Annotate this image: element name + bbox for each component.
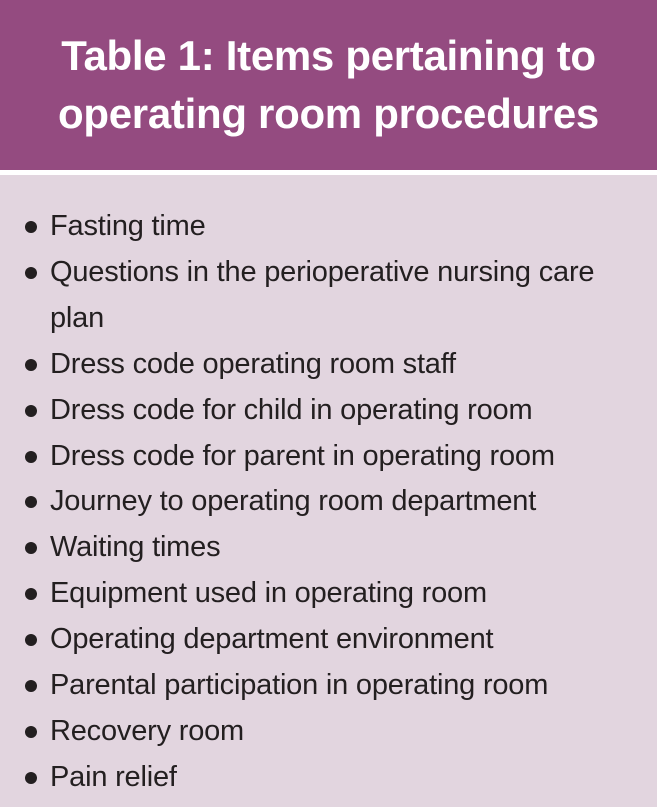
list-item-text: Dress code operating room staff (50, 347, 456, 380)
list-item-text: Operating department environment (50, 623, 494, 656)
bullet-icon (25, 772, 37, 784)
list-item (22, 204, 643, 250)
bullet-icon (25, 634, 37, 646)
list-item (22, 663, 643, 709)
bullet-icon (25, 405, 37, 417)
bullet-icon (25, 588, 37, 600)
list-item (22, 525, 643, 571)
list-item-text: Recovery room (50, 714, 245, 747)
list-item-text: Fasting time (50, 210, 206, 242)
bullet-icon (25, 542, 37, 554)
list-item (22, 571, 643, 617)
list-item-text: Dress code for parent in operating room (50, 439, 555, 472)
list-item-text: Waiting times (50, 531, 221, 564)
list-item (22, 709, 643, 755)
list-item-text: Questions in the perioperative nursing care plan (50, 255, 595, 334)
bullet-icon (25, 267, 37, 279)
table-header (0, 0, 657, 170)
list-item (22, 250, 643, 342)
header-divider (0, 170, 657, 175)
bullet-icon (25, 451, 37, 463)
list-item (22, 755, 643, 801)
list-item (22, 342, 643, 388)
bullet-icon (25, 680, 37, 692)
list-item (22, 434, 643, 480)
bullet-icon (25, 726, 37, 738)
list-item (22, 479, 643, 525)
bullet-icon (25, 221, 37, 233)
list-item-text: Pain relief (50, 760, 177, 793)
list-item-text: Journey to operating room department (50, 485, 537, 518)
list-item (22, 617, 643, 663)
bullet-icon (25, 359, 37, 371)
list-item (22, 388, 643, 434)
list-item-text: Equipment used in operating room (50, 577, 487, 610)
table-title: Table 1: Items pertaining to operating room procedures (58, 32, 599, 137)
list-item-text: Dress code for child in operating room (50, 393, 533, 426)
item-list (0, 204, 657, 801)
list-item-text: Parental participation in operating room (50, 669, 549, 702)
bullet-icon (25, 496, 37, 508)
